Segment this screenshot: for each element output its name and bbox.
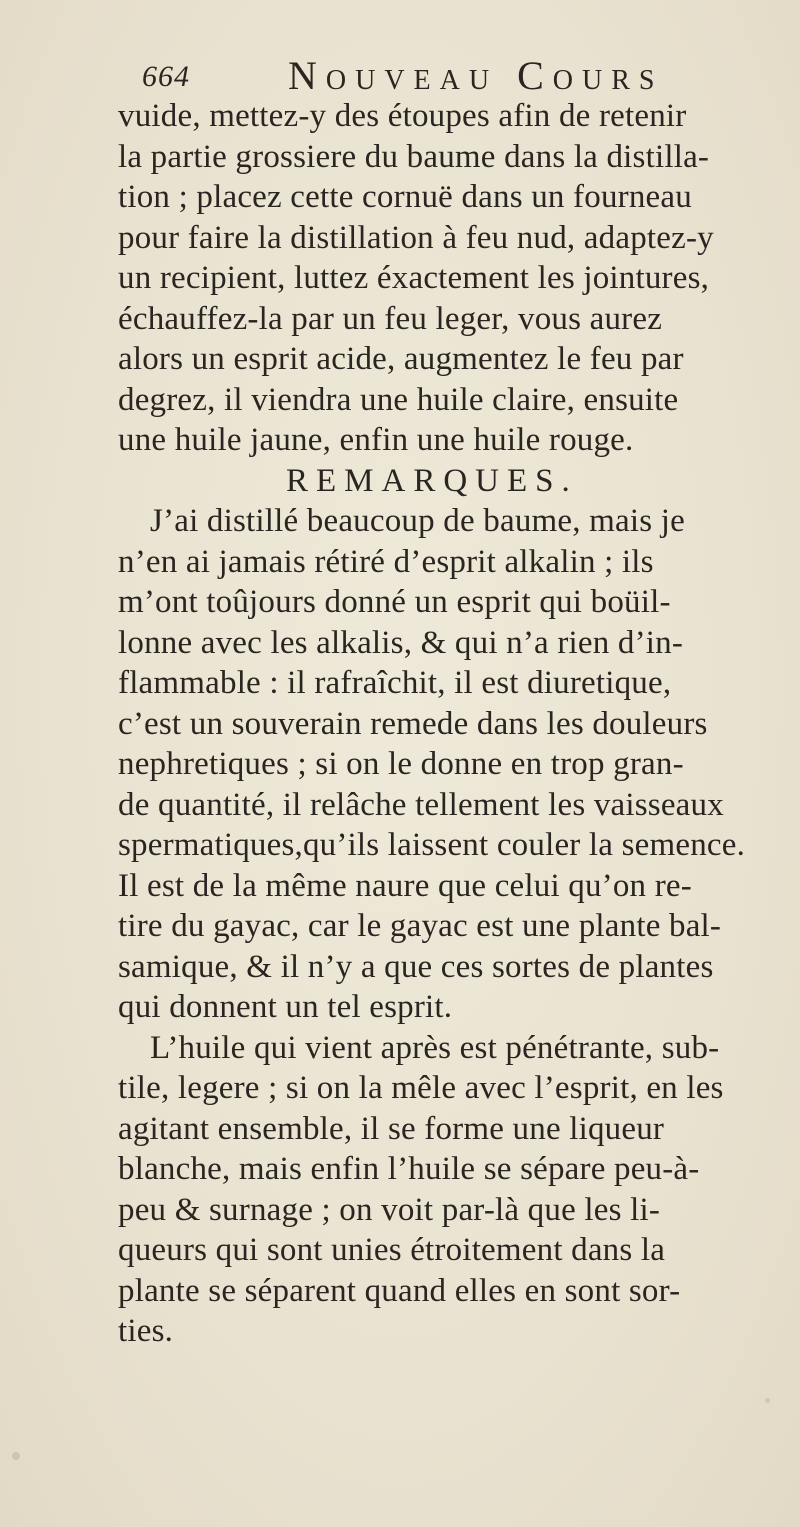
paper-spot (12, 1452, 20, 1460)
text-line: alors un esprit acide, augmentez le feu par (118, 341, 684, 377)
text-line: un recipient, luttez éxactement les jointures, (118, 260, 710, 296)
paragraph-first-line: J’ai distillé beaucoup de baume, mais je (150, 503, 685, 539)
text-line: n’en ai jamais rétiré d’esprit alkalin ; ils (118, 543, 654, 580)
text-line: vuide, mettez-y des étoupes afin de retenir (118, 98, 687, 134)
text-line: une huile jaune, enfin une huile rouge. (118, 422, 634, 458)
text-line: Il est de la même naure que celui qu’on re- (118, 867, 692, 904)
text-line: de quantité, il relâche tellement les vaisseaux (118, 786, 724, 823)
paper-spot (765, 1398, 770, 1403)
text-line: degrez, il viendra une huile claire, ensuite (118, 381, 679, 418)
text-line: queurs qui sont unies étroitement dans la (118, 1232, 666, 1268)
text-line: plante se séparent quand elles en sont sor- (118, 1272, 681, 1309)
text-line: blanche, mais enfin l’huile se sépare peu-à- (118, 1151, 700, 1187)
text-line: m’ont toûjours donné un esprit qui boüil- (118, 584, 671, 620)
text-line: tire du gayac, car le gayac est une plante bal- (118, 908, 722, 944)
text-line: lonne avec les alkalis, & qui n’a rien d’in- (118, 624, 684, 661)
text-line: peu & surnage ; on voit par-là que les li- (118, 1191, 661, 1228)
text-line: tile, legere ; si on la mêle avec l’esprit, en les (118, 1070, 724, 1106)
text-line: c’est un souverain remede dans les douleurs (118, 705, 708, 742)
text-line: tion ; placez cette cornuë dans un fourneau (118, 179, 692, 215)
section-heading: REMARQUES. (286, 462, 578, 499)
text-line: nephretiques ; si on le donne en trop gran- (118, 746, 684, 782)
page-header (142, 50, 702, 100)
text-line: la partie grossiere du baume dans la distilla- (118, 138, 710, 175)
body-text (118, 96, 800, 1352)
text-line: samique, & il n’y a que ces sortes de plantes (118, 948, 714, 985)
text-line: flammable : il rafraîchit, il est diuretique, (118, 665, 672, 701)
page-number: 664 (142, 60, 190, 93)
running-title: Nouveau Cours (288, 53, 664, 98)
text-line: spermatiques,qu’ils laissent couler la semence. (118, 827, 746, 863)
text-line: pour faire la distillation à feu nud, adaptez-y (118, 219, 714, 256)
text-line: qui donnent un tel esprit. (118, 989, 453, 1025)
text-line: échauffez-la par un feu leger, vous aurez (118, 300, 663, 337)
text-line: ties. (118, 1313, 174, 1349)
text-line: agitant ensemble, il se forme une liqueur (118, 1110, 665, 1147)
paragraph-first-line: L’huile qui vient après est pénétrante, sub- (150, 1029, 720, 1066)
